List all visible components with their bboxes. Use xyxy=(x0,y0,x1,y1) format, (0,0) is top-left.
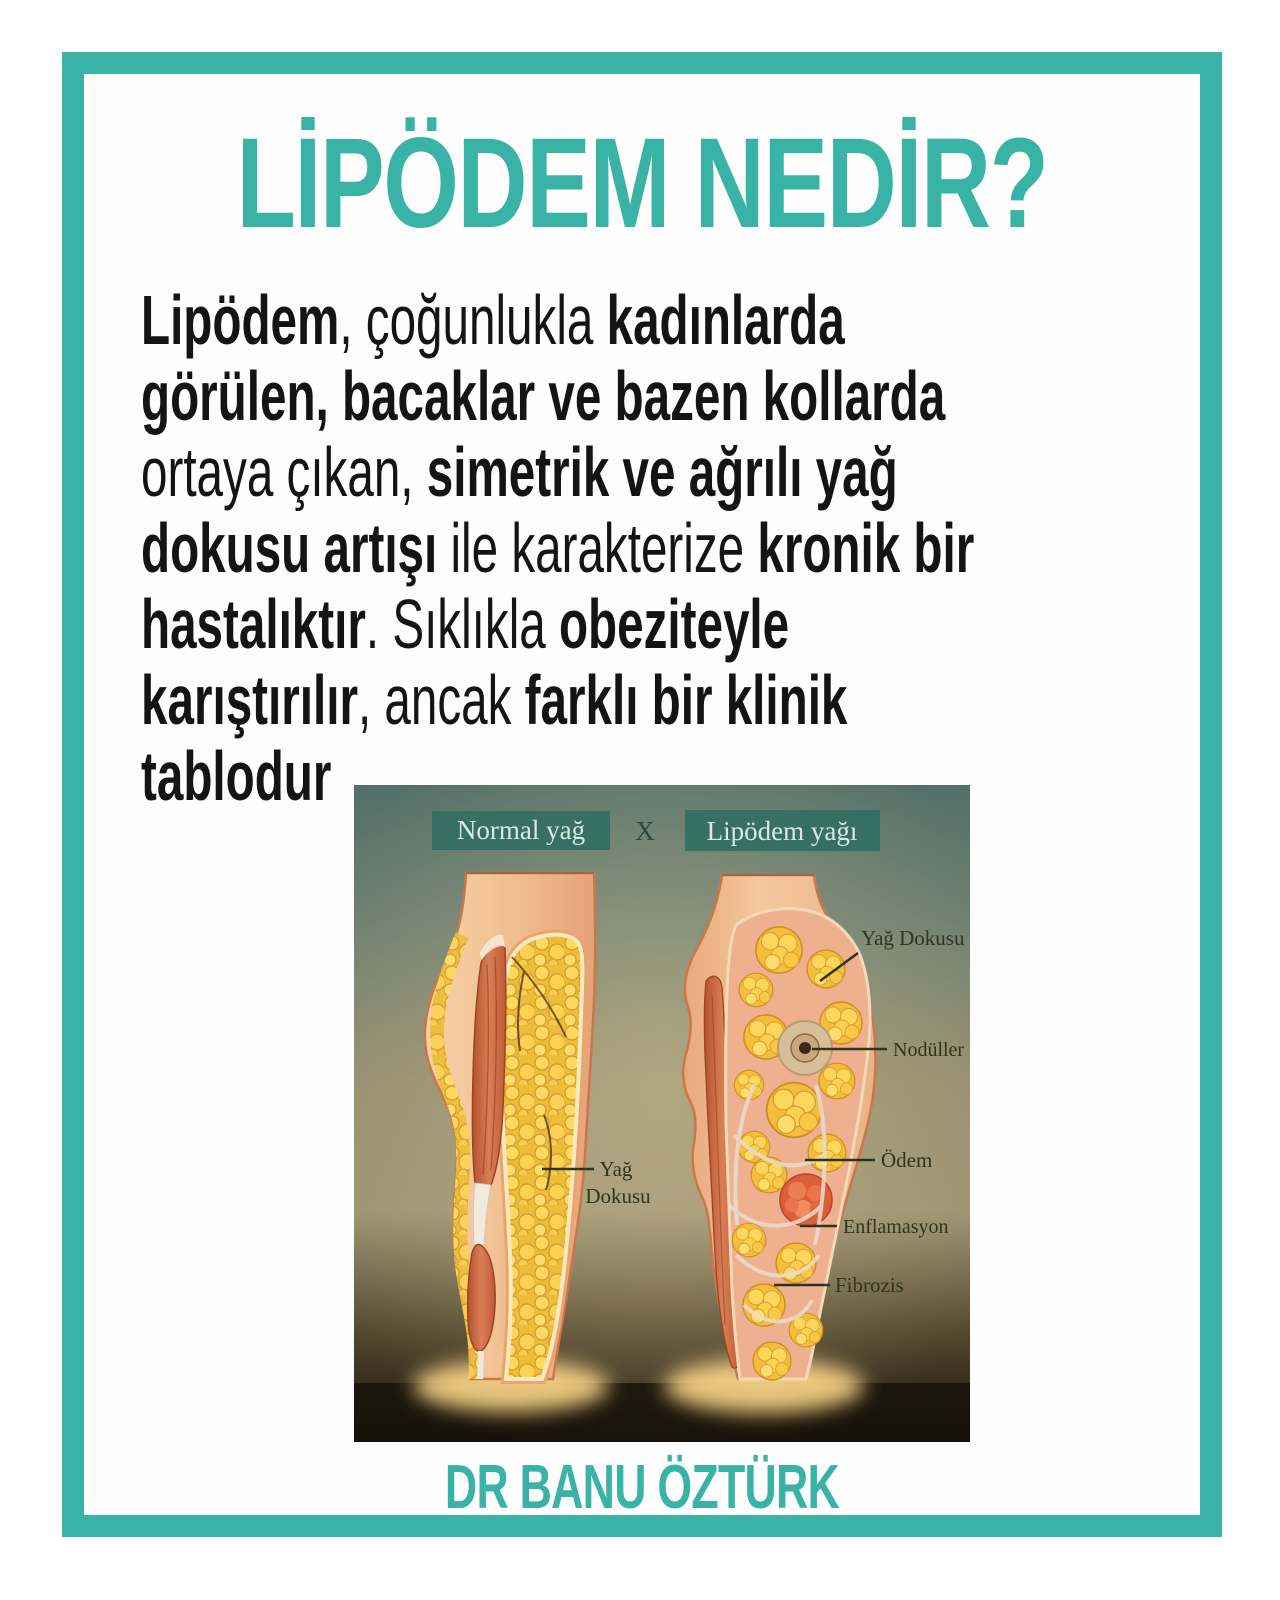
annotation-odem: Ödem xyxy=(881,1148,933,1172)
paragraph-line: karıştırılır, ancak farklı bir klinik xyxy=(141,661,848,739)
paragraph-line: Lipödem, çoğunlukla kadınlarda xyxy=(141,281,845,359)
annotation-enflamasyon: Enflamasyon xyxy=(843,1216,949,1238)
separator-x: X xyxy=(635,816,655,846)
page-title: LİPÖDEM NEDİR? xyxy=(236,112,1048,255)
intro-paragraph xyxy=(141,282,1093,814)
annotation-yag-dokusu: Yağ Dokusu xyxy=(861,926,965,950)
annotation-yag-dokusu-left-line1: Yağ xyxy=(599,1157,633,1181)
lipedema-fat-label: Lipödem yağı xyxy=(706,816,858,846)
normal-fat-label: Normal yağ xyxy=(456,815,586,845)
footer-author: DR BANU ÖZTÜRK xyxy=(444,1453,840,1522)
annotation-yag-dokusu-left-line2: Dokusu xyxy=(585,1184,651,1208)
paragraph-line: görülen, bacaklar ve bazen kollarda xyxy=(141,357,946,435)
annotation-fibrozis: Fibrozis xyxy=(835,1273,904,1297)
paragraph-line: ortaya çıkan, simetrik ve ağrılı yağ xyxy=(141,433,898,511)
annotation-noduller: Nodüller xyxy=(893,1039,965,1061)
paragraph-line: hastalıktır. Sıklıkla obeziteyle xyxy=(141,585,790,663)
comparison-illustration xyxy=(354,785,970,1442)
paragraph-line: tablodur xyxy=(141,737,332,815)
paragraph-line: dokusu artışı ile karakterize kronik bir xyxy=(141,509,975,587)
